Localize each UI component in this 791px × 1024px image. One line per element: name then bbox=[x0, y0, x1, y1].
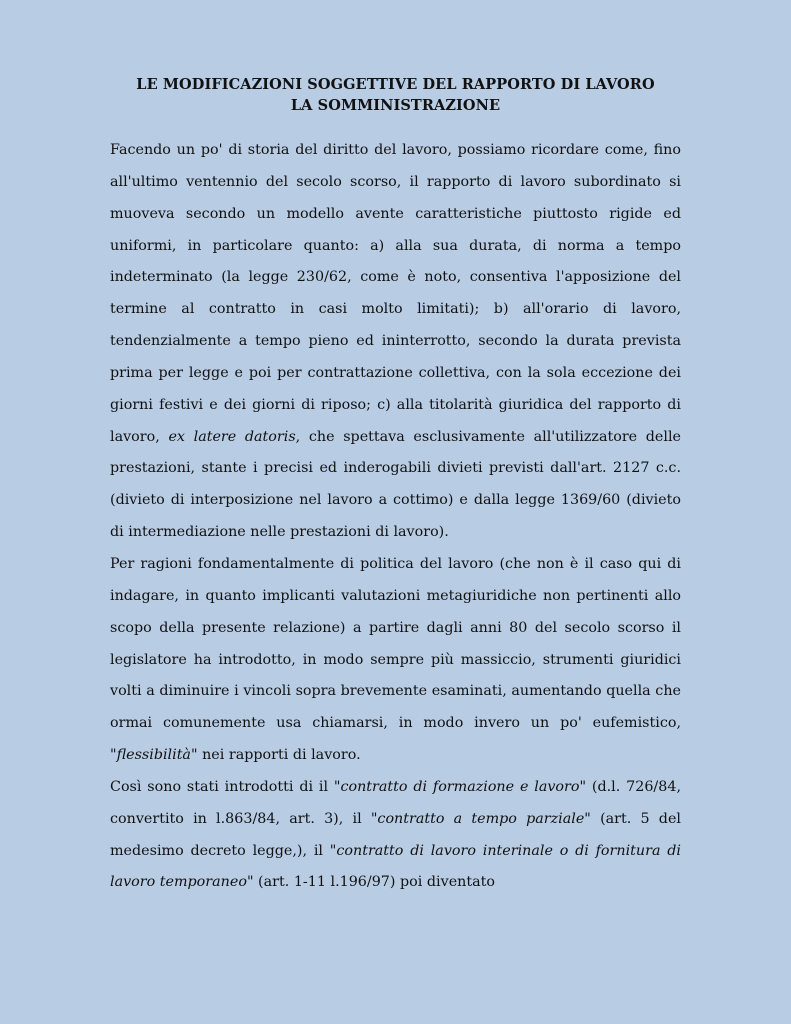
paragraph-2-text-a: Per ragioni fondamentalmente di politica del lavoro (che non è il caso qui di indagare, in quanto implicanti valutazioni metagiuridiche non pertinenti allo scopo della presente relazione) a partire dagli anni 80 del secolo scorso il legislatore ha introdotto, in modo sempre più massiccio, strumenti giuridici volti a diminuire i vincoli sopra brevemente esaminati, aumentando quella che ormai comunemente usa chiamarsi, in modo invero un po' eufemistico, bbox=[110, 555, 681, 732]
paragraph-2 bbox=[110, 549, 681, 772]
document-body bbox=[110, 135, 681, 899]
paragraph-3-italic-b: "contratto a tempo parziale" bbox=[370, 810, 591, 827]
paragraph-1-text-b: , che spettava esclusivamente all'utilizzatore delle prestazioni, stante i precisi ed inderogabili divieti previsti dall'art. 2127 c.c. (divieto di interposizione nel lavoro a cottimo) e dalla legge 1369/60 (divieto di intermediazione nelle prestazioni di lavoro). bbox=[110, 428, 682, 541]
paragraph-3-text-c: (art. 5 del medesimo decreto legge,), il bbox=[110, 810, 681, 859]
paragraph-3-italic-a: "contratto di formazione e lavoro bbox=[333, 778, 580, 795]
paragraph-2-italic-a: "flessibilità" bbox=[110, 747, 198, 764]
paragraph-1-text-a: Facendo un po' di storia del diritto del lavoro, possiamo ricordare come, fino all'ultimo ventennio del secolo scorso, il rapporto di lavoro subordinato si muoveva secondo un modello avente caratteristiche piuttosto rigide ed uniformi, in particolare quanto: a) alla sua durata, di norma a tempo indeterminato (la legge 230/62, come è noto, consentiva l'apposizione del termine al contratto in casi molto limitati); b) all'orario di lavoro, tendenzialmente a tempo pieno ed ininterrotto, secondo la durata prevista prima per legge e poi per contrattazione collettiva, con la sola eccezione dei giorni festivi e dei giorni di riposo; c) alla titolarità giuridica del rapporto di lavoro, bbox=[110, 142, 681, 445]
document-title bbox=[0, 74, 791, 116]
paragraph-3-text-a: Così sono stati introdotti di il bbox=[110, 778, 334, 795]
paragraph-2-text-b: nei rapporti di lavoro. bbox=[197, 747, 361, 764]
paragraph-3 bbox=[110, 772, 681, 899]
paragraph-1 bbox=[110, 135, 681, 549]
title-line-2: LA SOMMINISTRAZIONE bbox=[290, 97, 501, 114]
paragraph-3-text-d: " (art. 1-11 l.196/97) poi diventato bbox=[246, 874, 495, 891]
paragraph-3-text-b: " (d.l. 726/84, convertito in l.863/84, art. 3), il bbox=[110, 778, 681, 827]
paragraph-1-italic-a: ex latere datoris bbox=[168, 428, 296, 445]
title-line-1: LE MODIFICAZIONI SOGGETTIVE DEL RAPPORTO DI LAVORO bbox=[136, 76, 655, 93]
paragraph-3-italic-c: "contratto di lavoro interinale o di fornitura di lavoro temporaneo bbox=[110, 842, 681, 891]
